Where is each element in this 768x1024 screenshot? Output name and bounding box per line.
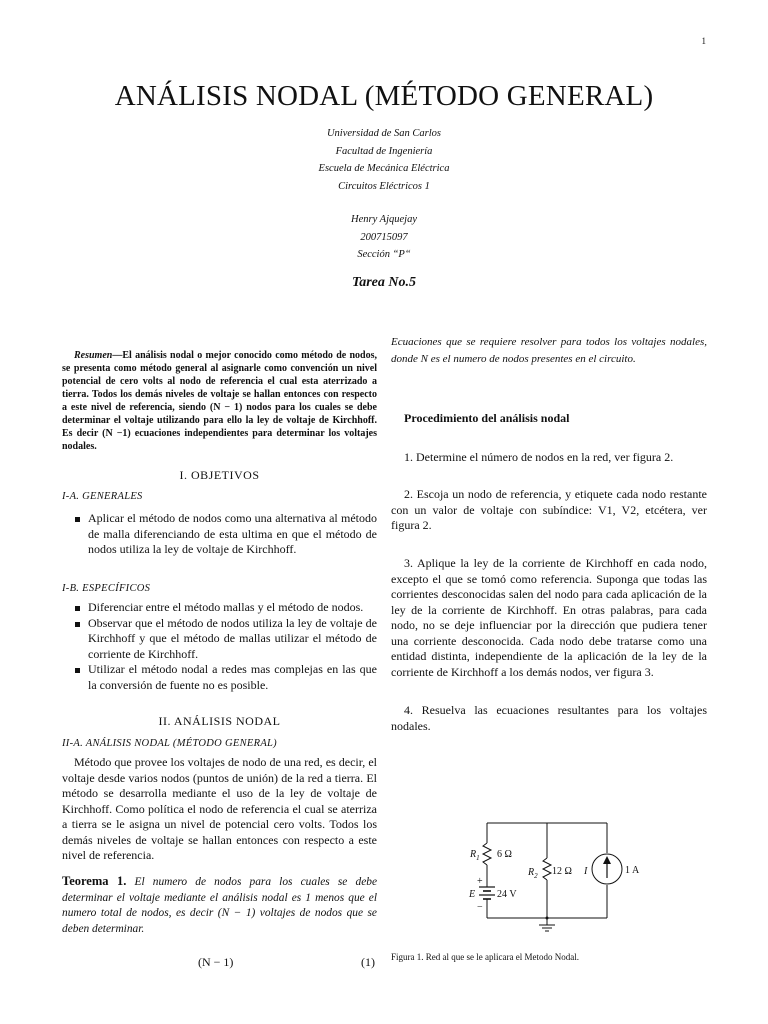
battery-plus: +: [477, 876, 483, 887]
author-id: 200715097: [360, 231, 408, 243]
affiliation-line: Escuela de Mecánica Eléctrica: [318, 163, 450, 174]
objectives-specific-list: [62, 600, 377, 693]
arrow-up-icon: [603, 856, 611, 864]
objectives-general-list: [62, 511, 377, 558]
battery-minus: −: [477, 902, 483, 913]
battery-label: E: [469, 889, 476, 900]
subsection-1a-title: I-A. GENERALES: [62, 491, 143, 502]
section-1-title: I. OBJETIVOS: [179, 468, 260, 482]
page-number: 1: [701, 36, 706, 46]
author-block: [0, 211, 768, 264]
r2-label: R: [528, 867, 535, 878]
section-2-title: II. ANÁLISIS NODAL: [158, 714, 281, 728]
r1-subscript: 1: [476, 854, 480, 862]
r1-value: 6 Ω: [497, 849, 512, 860]
r2-subscript: 2: [534, 872, 538, 880]
affiliation-line: Facultad de Ingeniería: [335, 145, 433, 157]
paper-title: ANÁLISIS NODAL (MÉTODO GENERAL): [114, 80, 654, 112]
section-2-paragraph: Método que provee los voltajes de nodo de una red, es decir, el voltaje desde varios nodos (puntos de unión) de la red a tierra. El método se desarrolla mediante el uso de la ley de voltaje de Kirchhoff. Como política el nodo de referencia el cual se aterriza a tierra se le asigna un nivel de potencial cero volts. Todos los demás niveles de voltaje se hallan entonces con respecto a este nivel de referencia.: [62, 755, 377, 862]
author-section: Sección “P“: [357, 249, 411, 260]
subsection-2a-title: II-A. ANÁLISIS NODAL (MÉTODO GENERAL): [62, 738, 277, 749]
figure-caption: Figura 1. Red al que se le aplicara el Metodo Nodal.: [391, 952, 579, 962]
author-name: Henry Ajquejay: [351, 214, 417, 225]
procedure-step: 3. Aplique la ley de la corriente de Kirchhoff en cada nodo, excepto el que se tomó como referencia. Suponga que todas las corrientes desconocidas salen del nodo para cada aplicación de la ley de la corriente de Kirchhoff. En otras palabras, para cada nodo, no se deje influenciar por la dirección que pudiera tener una corriente desconocida. Cada nodo debe tratarse como una entidad distinta, independiente de la aplicación de la ley de la corriente de Kirchhoff a los demás nodos, ver figura 3.: [391, 556, 707, 679]
procedure-step: 1. Determine el número de nodos en la red, ver figura 2.: [404, 450, 674, 464]
list-item: Aplicar el método de nodos como una alternativa al método de malla diferenciando de esta ultima en que el método de nodos utiliza la ley de voltaje de Kirchhoff.: [62, 511, 377, 558]
assignment-title: Tarea No.5: [351, 275, 417, 290]
theorem-label: Teorema 1.: [62, 874, 127, 888]
circuit-diagram: [460, 815, 660, 940]
svg-text:R1: [469, 849, 480, 862]
abstract-text: —El análisis nodal o mejor conocido como método de nodos, se presenta como método general al asignarle como convención un nivel potencial de cero volts al nodo de referencia el cual esta aterrizado a tierra. Todos los demás niveles de voltaje se hallan entonces con respecto a este nivel de referencia, siendo (N − 1) nodos para los cuales se debe determinar el voltaje utilizando para ello la ley de voltaje de Kirchhoff. Es decir (N −1) ecuaciones independientes para determinar los voltajes nodales.: [62, 350, 377, 452]
equation-number: (1): [361, 955, 375, 969]
abstract-label: Resumen: [74, 350, 113, 361]
equation: (N − 1): [198, 955, 234, 969]
list-item: Utilizar el método nodal a redes mas complejas en las que la conversión de fuente no es posible.: [62, 662, 377, 693]
theorem-block: [62, 874, 377, 937]
procedure-title: Procedimiento del análisis nodal: [404, 411, 570, 425]
affiliation-block: [0, 125, 768, 195]
list-item: Diferenciar entre el método mallas y el método de nodos.: [62, 600, 377, 616]
svg-text:R2: [527, 867, 538, 880]
affiliation-line: Circuitos Eléctricos 1: [338, 180, 430, 192]
r2-value: 12 Ω: [552, 866, 572, 877]
affiliation-line: Universidad de San Carlos: [326, 128, 442, 139]
procedure-step: 4. Resuelva las ecuaciones resultantes para los voltajes nodales.: [391, 703, 707, 733]
list-item: Observar que el método de nodos utiliza la ley de voltaje de Kirchhoff y que el método de mallas utilizar el método de corriente de Kirchhoff.: [62, 616, 377, 663]
intro-paragraph: Ecuaciones que se requiere resolver para todos los voltajes nodales, donde N es el numero de nodos presentes en el circuito.: [391, 336, 707, 365]
subsection-1b-title: I-B. ESPECÍFICOS: [62, 583, 151, 594]
current-label: I: [584, 866, 588, 877]
abstract: [62, 349, 377, 453]
resistor-r1: [483, 843, 491, 865]
theorem-text: El numero de nodos para los cuales se debe determinar el voltaje mediante el análisis nodal es 1 menos que el numero total de nodos, es decir (N − 1) voltajes de nodos que se deben determinar.: [62, 876, 377, 935]
current-value: 1 A: [625, 865, 640, 876]
r1-label: R: [470, 849, 477, 860]
battery-value: 24 V: [497, 889, 517, 900]
resistor-r2: [543, 858, 551, 880]
procedure-step: 2. Escoja un nodo de referencia, y etiquete cada nodo restante con un valor de voltaje con subíndice: V1, V2, etcétera, ver figura 2.: [391, 487, 707, 532]
